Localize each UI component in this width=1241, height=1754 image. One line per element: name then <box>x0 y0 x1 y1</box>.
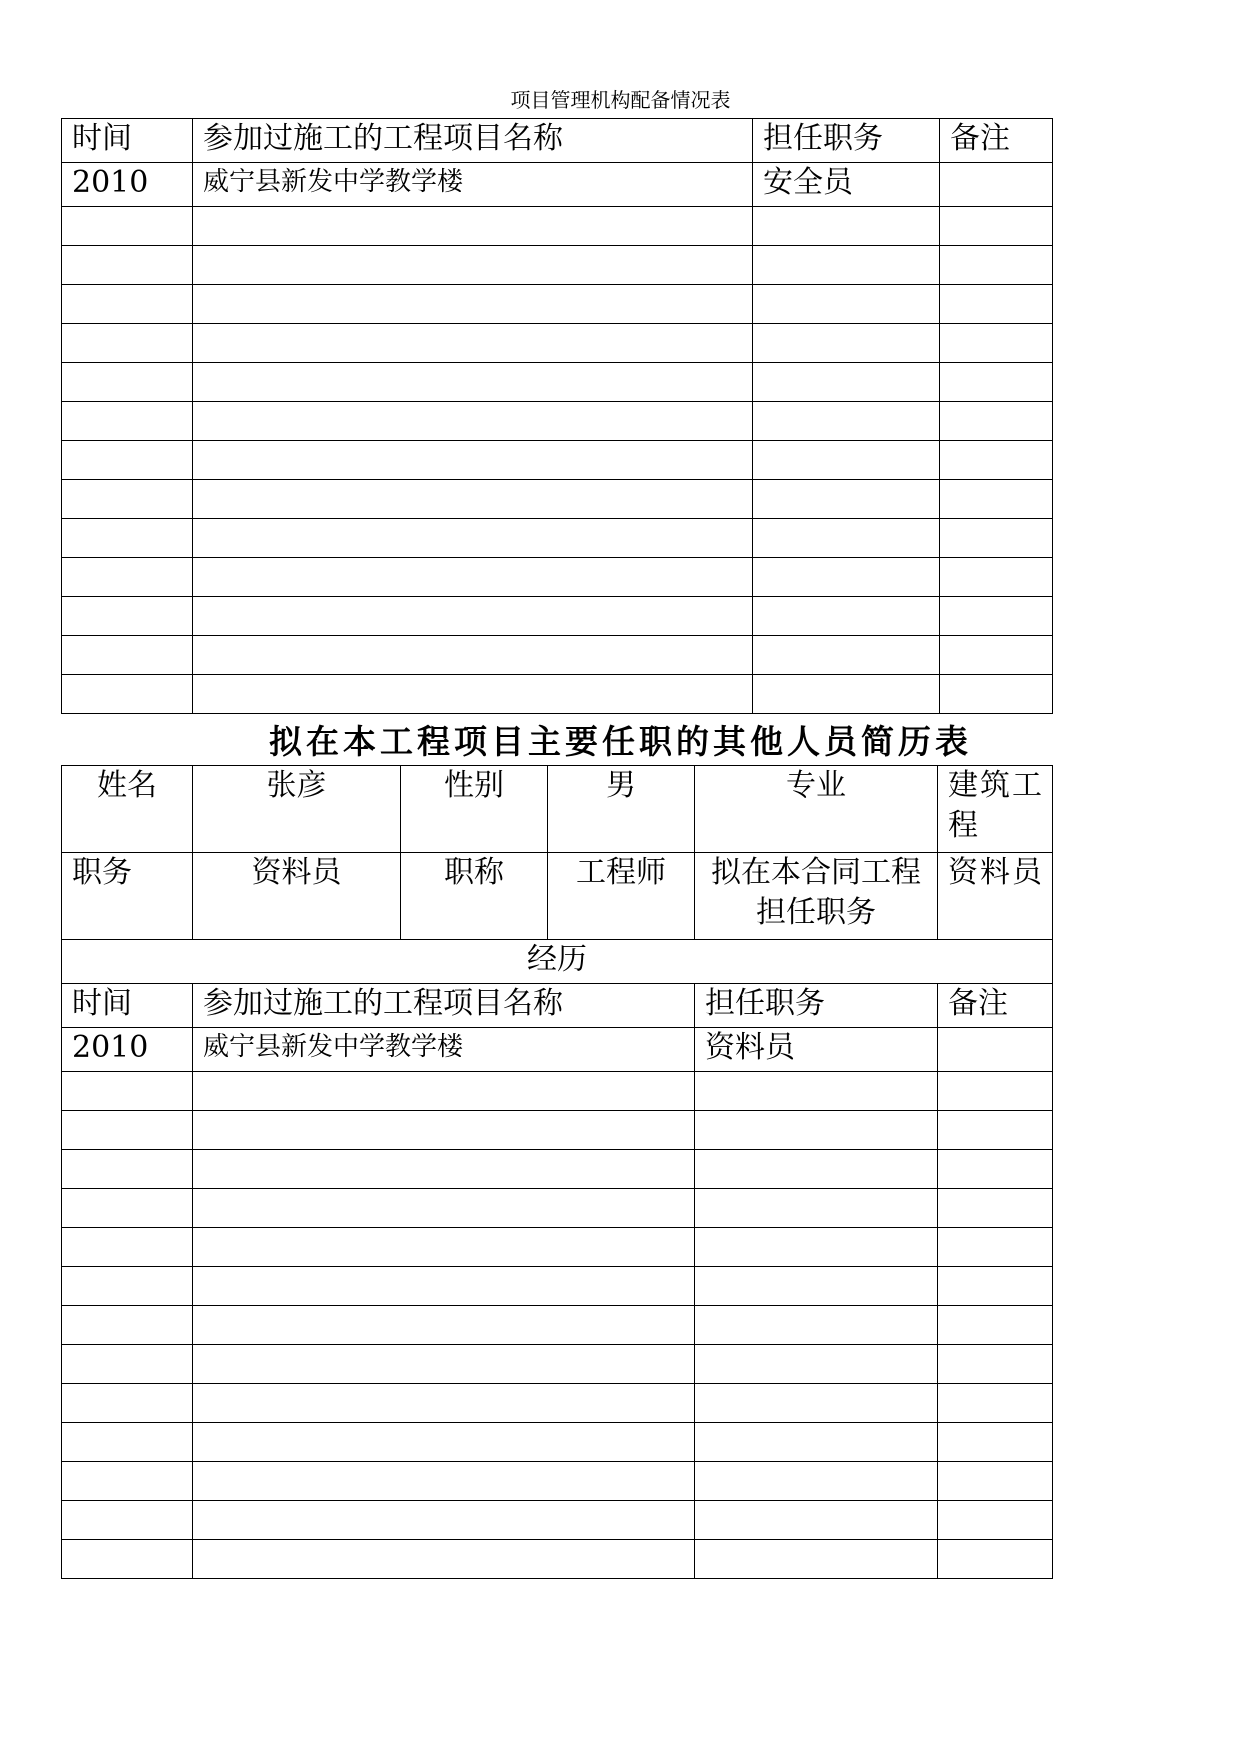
cell-project-name: 威宁县新发中学教学楼 <box>193 1028 695 1072</box>
major-label: 专业 <box>695 766 938 853</box>
column-header-time: 时间 <box>62 984 193 1028</box>
cell-role <box>695 1462 938 1501</box>
cell-remarks <box>940 558 1053 597</box>
history-table-1-header-row <box>62 119 1053 163</box>
cell-remarks <box>938 1111 1053 1150</box>
column-header-time: 时间 <box>62 119 193 163</box>
cell-time <box>62 285 193 324</box>
cell-role <box>753 363 940 402</box>
cell-remarks <box>938 1345 1053 1384</box>
cell-time: 2010 <box>62 1028 193 1072</box>
cell-role <box>695 1228 938 1267</box>
page-header-title: 项目管理机构配备情况表 <box>510 88 731 112</box>
table-row <box>62 1072 1053 1111</box>
history-table-1 <box>61 118 1053 714</box>
cell-project-name <box>193 1072 695 1111</box>
experience-label: 经历 <box>62 940 1053 984</box>
cell-time <box>62 441 193 480</box>
cell-remarks <box>938 1267 1053 1306</box>
cell-project-name <box>193 1267 695 1306</box>
table-row <box>62 402 1053 441</box>
cell-time <box>62 636 193 675</box>
cell-project-name <box>193 519 753 558</box>
cell-role <box>753 519 940 558</box>
table-row <box>62 1111 1053 1150</box>
cell-project-name <box>193 480 753 519</box>
cell-time <box>62 1384 193 1423</box>
cell-project-name <box>193 246 753 285</box>
cell-role <box>753 675 940 714</box>
table-row <box>62 1345 1053 1384</box>
table-row <box>62 163 1053 207</box>
cell-remarks <box>938 1384 1053 1423</box>
cell-time <box>62 597 193 636</box>
cell-remarks <box>938 1150 1053 1189</box>
cell-time <box>62 1189 193 1228</box>
bio-row-basic <box>62 766 1053 853</box>
cell-time: 2010 <box>62 163 193 207</box>
cell-remarks <box>938 1028 1053 1072</box>
cell-role <box>695 1189 938 1228</box>
cell-time <box>62 1228 193 1267</box>
cell-role <box>753 402 940 441</box>
cell-role <box>695 1501 938 1540</box>
cell-remarks <box>938 1189 1053 1228</box>
cell-role: 安全员 <box>753 163 940 207</box>
table-row <box>62 1028 1053 1072</box>
table-row <box>62 324 1053 363</box>
cell-project-name <box>193 1462 695 1501</box>
table-row <box>62 1228 1053 1267</box>
table-row <box>62 558 1053 597</box>
history-table-2-header-row <box>62 984 1053 1028</box>
name-label: 姓名 <box>62 766 193 853</box>
column-header-role: 担任职务 <box>695 984 938 1028</box>
cell-project-name <box>193 558 753 597</box>
cell-project-name <box>193 1189 695 1228</box>
gender-value: 男 <box>548 766 695 853</box>
table-row <box>62 207 1053 246</box>
cell-project-name <box>193 597 753 636</box>
cell-project-name: 威宁县新发中学教学楼 <box>193 163 753 207</box>
cell-time <box>62 1462 193 1501</box>
table-row <box>62 1189 1053 1228</box>
cell-remarks <box>940 636 1053 675</box>
column-header-role: 担任职务 <box>753 119 940 163</box>
cell-role <box>695 1306 938 1345</box>
cell-time <box>62 402 193 441</box>
cell-project-name <box>193 285 753 324</box>
table-row <box>62 1540 1053 1579</box>
cell-role: 资料员 <box>695 1028 938 1072</box>
cell-role <box>753 441 940 480</box>
table-row <box>62 363 1053 402</box>
title-label: 职称 <box>401 853 548 940</box>
section-title: 拟在本工程项目主要任职的其他人员简历表 <box>269 722 972 761</box>
cell-project-name <box>193 675 753 714</box>
cell-project-name <box>193 1228 695 1267</box>
table-row <box>62 1462 1053 1501</box>
cell-role <box>753 636 940 675</box>
cell-time <box>62 480 193 519</box>
cell-role <box>695 1150 938 1189</box>
cell-time <box>62 1423 193 1462</box>
position-value: 资料员 <box>193 853 401 940</box>
cell-remarks <box>940 480 1053 519</box>
cell-remarks <box>940 597 1053 636</box>
cell-remarks <box>940 675 1053 714</box>
table-row <box>62 1384 1053 1423</box>
cell-time <box>62 1306 193 1345</box>
cell-role <box>695 1345 938 1384</box>
cell-remarks <box>940 207 1053 246</box>
cell-project-name <box>193 1540 695 1579</box>
table-row <box>62 675 1053 714</box>
cell-remarks <box>940 402 1053 441</box>
cell-role <box>695 1111 938 1150</box>
cell-project-name <box>193 363 753 402</box>
table-row <box>62 1423 1053 1462</box>
cell-project-name <box>193 207 753 246</box>
cell-time <box>62 1540 193 1579</box>
cell-remarks <box>940 363 1053 402</box>
cell-time <box>62 363 193 402</box>
cell-role <box>753 558 940 597</box>
name-value: 张彦 <box>193 766 401 853</box>
cell-role <box>753 285 940 324</box>
cell-role <box>695 1540 938 1579</box>
cell-time <box>62 558 193 597</box>
cell-role <box>695 1423 938 1462</box>
proposed-role-label: 拟在本合同工程担任职务 <box>695 853 938 940</box>
cell-remarks <box>938 1423 1053 1462</box>
cell-role <box>753 207 940 246</box>
cell-project-name <box>193 1111 695 1150</box>
cell-role <box>753 597 940 636</box>
major-value: 建筑工程 <box>938 766 1053 853</box>
table-row <box>62 285 1053 324</box>
cell-time <box>62 246 193 285</box>
cell-remarks <box>940 519 1053 558</box>
column-header-project-name: 参加过施工的工程项目名称 <box>193 984 695 1028</box>
table-row <box>62 1501 1053 1540</box>
cell-time <box>62 675 193 714</box>
cell-role <box>753 324 940 363</box>
table-row <box>62 1306 1053 1345</box>
bio-row-position <box>62 853 1053 940</box>
proposed-role-value: 资料员 <box>938 853 1053 940</box>
column-header-remarks: 备注 <box>938 984 1053 1028</box>
cell-project-name <box>193 1501 695 1540</box>
cell-role <box>695 1072 938 1111</box>
cell-remarks <box>938 1501 1053 1540</box>
cell-time <box>62 1267 193 1306</box>
cell-project-name <box>193 1384 695 1423</box>
experience-row <box>62 940 1053 984</box>
cell-time <box>62 1345 193 1384</box>
table-row <box>62 636 1053 675</box>
cell-project-name <box>193 1306 695 1345</box>
cell-time <box>62 1150 193 1189</box>
table-row <box>62 1267 1053 1306</box>
column-header-remarks: 备注 <box>940 119 1053 163</box>
table-row <box>62 1150 1053 1189</box>
cell-time <box>62 1072 193 1111</box>
cell-remarks <box>940 163 1053 207</box>
cell-remarks <box>938 1306 1053 1345</box>
table-row <box>62 441 1053 480</box>
cell-project-name <box>193 1150 695 1189</box>
cell-time <box>62 1501 193 1540</box>
title-value: 工程师 <box>548 853 695 940</box>
cell-project-name <box>193 1423 695 1462</box>
cell-remarks <box>938 1072 1053 1111</box>
cell-remarks <box>940 246 1053 285</box>
cell-project-name <box>193 441 753 480</box>
cell-remarks <box>938 1540 1053 1579</box>
cell-remarks <box>938 1228 1053 1267</box>
column-header-project-name: 参加过施工的工程项目名称 <box>193 119 753 163</box>
cell-time <box>62 207 193 246</box>
cell-remarks <box>940 441 1053 480</box>
cell-project-name <box>193 402 753 441</box>
cell-role <box>695 1267 938 1306</box>
bio-table <box>61 765 1053 1579</box>
table-row <box>62 246 1053 285</box>
cell-project-name <box>193 1345 695 1384</box>
cell-time <box>62 519 193 558</box>
cell-role <box>753 246 940 285</box>
cell-project-name <box>193 324 753 363</box>
cell-time <box>62 324 193 363</box>
position-label: 职务 <box>62 853 193 940</box>
cell-remarks <box>940 324 1053 363</box>
cell-project-name <box>193 636 753 675</box>
table-row <box>62 519 1053 558</box>
cell-role <box>753 480 940 519</box>
cell-time <box>62 1111 193 1150</box>
table-row <box>62 480 1053 519</box>
gender-label: 性别 <box>401 766 548 853</box>
cell-remarks <box>938 1462 1053 1501</box>
table-row <box>62 597 1053 636</box>
cell-remarks <box>940 285 1053 324</box>
cell-role <box>695 1384 938 1423</box>
